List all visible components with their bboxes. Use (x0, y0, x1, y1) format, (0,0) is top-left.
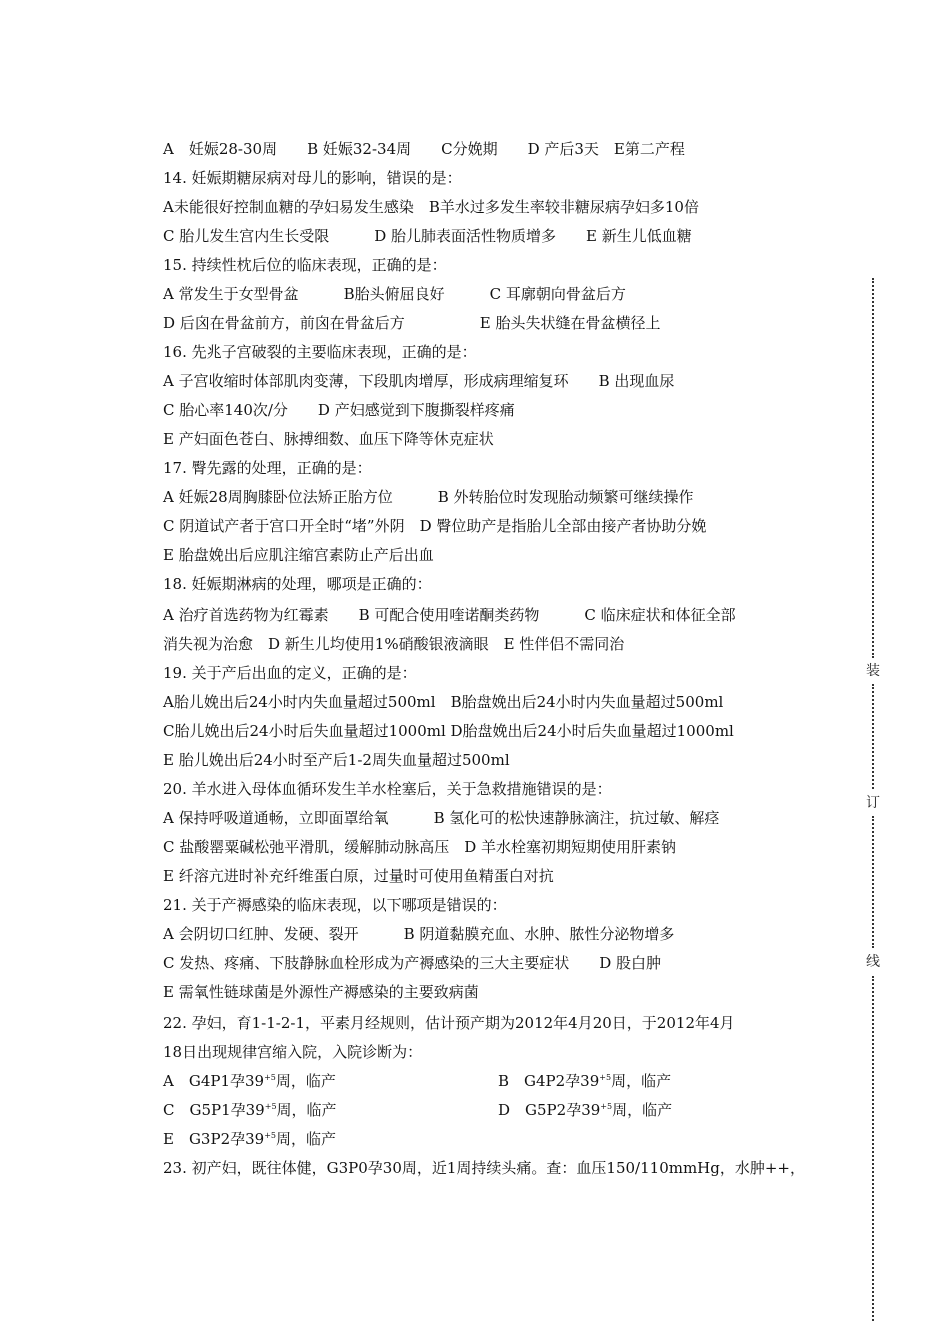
question-18-options-1: A 治疗首选药物为红霉素 B 可配合使用喹诺酮类药物 C 临床症状和体征全部 (163, 606, 736, 624)
question-14-stem: 14. 妊娠期糖尿病对母儿的影响，错误的是： (163, 169, 462, 187)
question-18-stem: 18. 妊娠期淋病的处理，哪项是正确的： (163, 575, 432, 593)
question-17-stem: 17. 臀先露的处理，正确的是： (163, 459, 372, 477)
question-17-options-3: E 胎盘娩出后应肌注缩宫素防止产后出血 (163, 546, 434, 564)
question-17-options-1: A 妊娠28周胸膝卧位法矫正胎方位 B 外转胎位时发现胎动频繁可继续操作 (163, 488, 694, 506)
question-19-stem: 19. 关于产后出血的定义，正确的是： (163, 664, 417, 682)
binding-dots-upper (872, 684, 874, 789)
question-23-stem: 23. 初产妇，既往体健，G3P0孕30周，近1周持续头痛。查：血压150/110mmHg，水肿++， (163, 1159, 805, 1177)
question-20-options-1: A 保持呼吸道通畅，立即面罩给氧 B 氢化可的松快速静脉滴注，抗过敏、解痉 (163, 809, 720, 827)
question-15-options-1: A 常发生于女型骨盆 B胎头俯屈良好 C 耳廓朝向骨盆后方 (163, 285, 626, 303)
binding-line (858, 278, 888, 1328)
question-13-options: A 妊娠28-30周 B 妊娠32-34周 C分娩期 D 产后3天 E第二产程 (163, 140, 685, 158)
question-16-stem: 16. 先兆子宫破裂的主要临床表现，正确的是： (163, 343, 477, 361)
question-15-options-2: D 后囟在骨盆前方，前囟在骨盆后方 E 胎头失状缝在骨盆横径上 (163, 314, 661, 332)
question-14-options-1: A未能很好控制血糖的孕妇易发生感染 B羊水过多发生率较非糖尿病孕妇多10倍 (163, 198, 699, 216)
question-22-stem-2: 18日出现规律宫缩入院，入院诊断为： (163, 1043, 423, 1061)
question-19-options-1: A胎儿娩出后24小时内失血量超过500ml B胎盘娩出后24小时内失血量超过500ml (163, 693, 724, 711)
question-22-stem-1: 22. 孕妇，育1-1-2-1，平素月经规则，估计预产期为2012年4月20日，于2012年4月 (163, 1014, 735, 1032)
question-20-stem: 20. 羊水进入母体血循环发生羊水栓塞后，关于急救措施错误的是： (163, 780, 612, 798)
question-22-option-a: A G4P1孕$39^{+5}$周，临产 (163, 1072, 336, 1090)
question-15-stem: 15. 持续性枕后位的临床表现，正确的是： (163, 256, 447, 274)
question-20-options-3: E 纤溶亢进时补充纤维蛋白原，过量时可使用鱼精蛋白对抗 (163, 867, 554, 885)
question-19-options-3: E 胎儿娩出后24小时至产后1-2周失血量超过500ml (163, 751, 510, 769)
binding-label-xian: 线 (866, 954, 880, 970)
binding-label-ding: 订 (866, 795, 880, 811)
question-21-options-3: E 需氧性链球菌是外源性产褥感染的主要致病菌 (163, 983, 479, 1001)
question-19-options-2: C胎儿娩出后24小时后失血量超过1000ml D胎盘娩出后24小时后失血量超过1000ml (163, 722, 734, 740)
question-21-options-1: A 会阴切口红肿、发硬、裂开 B 阴道黏膜充血、水肿、脓性分泌物增多 (163, 925, 675, 943)
question-16-options-3: E 产妇面色苍白、脉搏细数、血压下降等休克症状 (163, 430, 494, 448)
question-22-option-b: B G4P2孕$39^{+5}$周，临产 (498, 1072, 672, 1090)
binding-dots-bottom (872, 976, 874, 1321)
binding-dots-top (872, 278, 874, 658)
question-21-stem: 21. 关于产褥感染的临床表现，以下哪项是错误的： (163, 896, 507, 914)
question-14-options-2: C 胎儿发生宫内生长受限 D 胎儿肺表面活性物质增多 E 新生儿低血糖 (163, 227, 692, 245)
question-21-options-2: C 发热、疼痛、下肢静脉血栓形成为产褥感染的三大主要症状 D 股白肿 (163, 954, 662, 972)
question-22-option-c: C G5P1孕$39^{+5}$周，临产 (163, 1101, 337, 1119)
question-22-option-e: E G3P2孕$39^{+5}$周，临产 (163, 1130, 337, 1148)
question-16-options-1: A 子宫收缩时体部肌肉变薄，下段肌肉增厚，形成病理缩复环 B 出现血尿 (163, 372, 675, 390)
question-22-option-d: D G5P2孕$39^{+5}$周，临产 (498, 1101, 673, 1119)
binding-label-zhuang: 装 (866, 663, 880, 679)
question-16-options-2: C 胎心率140次/分 D 产妇感觉到下腹撕裂样疼痛 (163, 401, 515, 419)
binding-dots-lower (872, 816, 874, 948)
question-18-options-2: 消失视为治愈 D 新生儿均使用1%硝酸银液滴眼 E 性伴侣不需同治 (163, 635, 625, 653)
question-17-options-2: C 阴道试产者于宫口开全时“堵”外阴 D 臀位助产是指胎儿全部由接产者协助分娩 (163, 517, 707, 535)
question-20-options-2: C 盐酸罂粟碱松弛平滑肌，缓解肺动脉高压 D 羊水栓塞初期短期使用肝素钠 (163, 838, 677, 856)
